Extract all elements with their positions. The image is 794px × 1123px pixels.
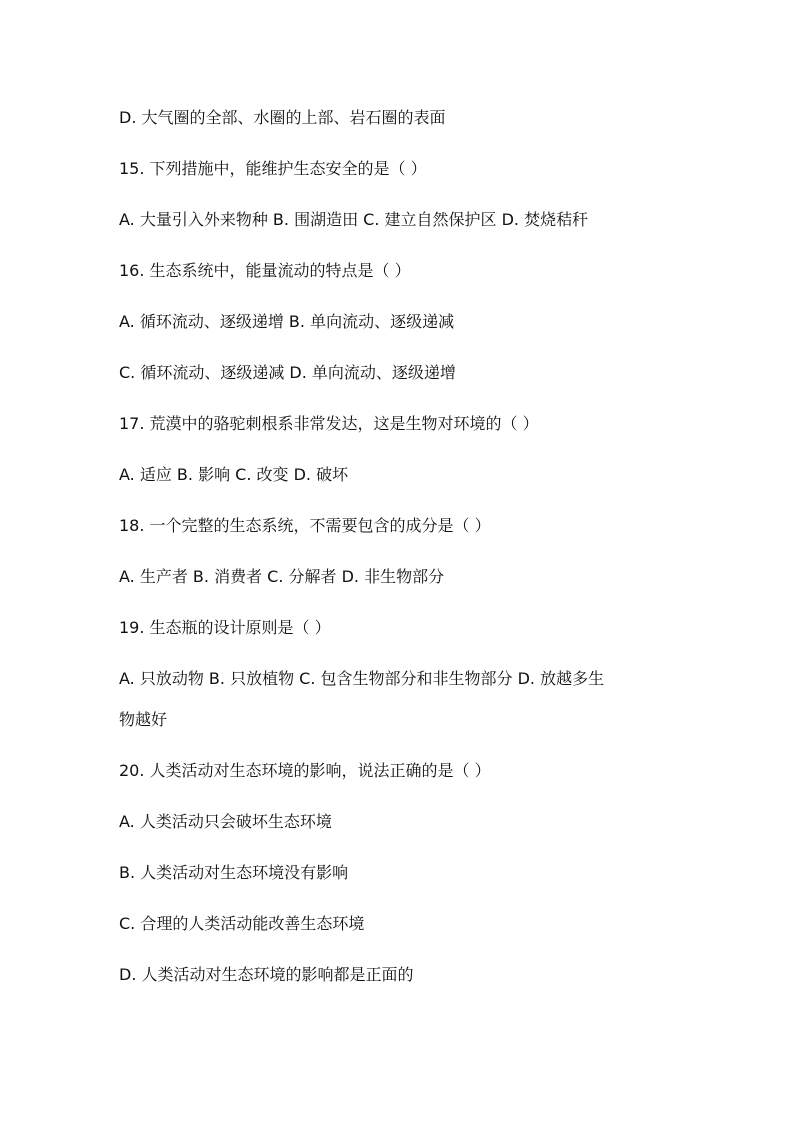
question-18: 18. 一个完整的生态系统，不需要包含的成分是（ ）: [119, 516, 491, 535]
question-15: 15. 下列措施中，能维护生态安全的是（ ）: [119, 159, 427, 178]
option-20-a: A. 人类活动只会破坏生态环境: [119, 812, 332, 831]
options-19: A. 只放动物 B. 只放植物 C. 包含生物部分和非生物部分 D. 放越多生: [119, 669, 605, 688]
options-19-continued: 物越好: [119, 710, 168, 729]
question-17: 17. 荒漠中的骆驼刺根系非常发达，这是生物对环境的（ ）: [119, 414, 539, 433]
options-18: A. 生产者 B. 消费者 C. 分解者 D. 非生物部分: [119, 567, 445, 586]
options-16-cd: C. 循环流动、逐级递减 D. 单向流动、逐级递增: [119, 363, 456, 382]
options-16-ab: A. 循环流动、逐级递增 B. 单向流动、逐级递减: [119, 312, 455, 331]
question-19: 19. 生态瓶的设计原则是（ ）: [119, 618, 331, 637]
option-20-c: C. 合理的人类活动能改善生态环境: [119, 914, 365, 933]
option-20-b: B. 人类活动对生态环境没有影响: [119, 863, 349, 882]
question-16: 16. 生态系统中，能量流动的特点是（ ）: [119, 261, 411, 280]
options-17: A. 适应 B. 影响 C. 改变 D. 破坏: [119, 465, 349, 484]
question-20: 20. 人类活动对生态环境的影响，说法正确的是（ ）: [119, 761, 491, 780]
option-14-d: D. 大气圈的全部、水圈的上部、岩石圈的表面: [119, 108, 446, 127]
option-20-d: D. 人类活动对生态环境的影响都是正面的: [119, 965, 414, 984]
options-15: A. 大量引入外来物种 B. 围湖造田 C. 建立自然保护区 D. 焚烧秸秆: [119, 210, 589, 229]
